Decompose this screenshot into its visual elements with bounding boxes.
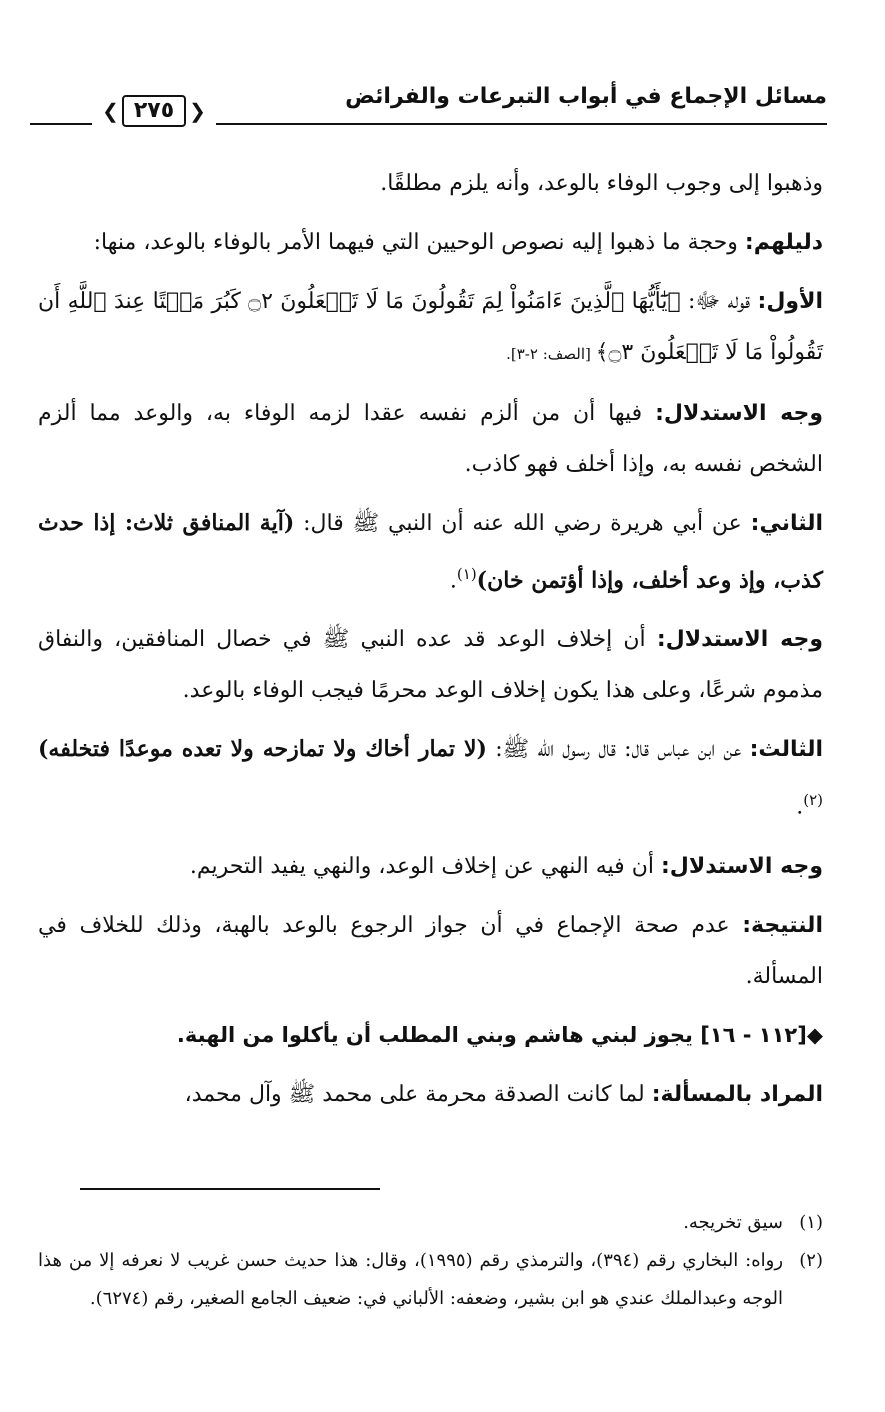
label-third: الثالث: (749, 737, 823, 763)
footnote-1-text: سيق تخريجه. (683, 1212, 783, 1233)
label-evidence: دليلهم: (744, 230, 823, 255)
evidence-text: وحجة ما ذهبوا إليه نصوص الوحيين التي فيهما الأمر بالوفاء بالوعد، منها: (93, 230, 745, 255)
ornament-left-icon: ❮ (102, 99, 119, 123)
paragraph-second (38, 498, 823, 606)
footnote-2 (38, 1242, 823, 1318)
footnote-separator (80, 1188, 380, 1190)
page-number-frame (92, 94, 216, 128)
third-text: عن ابن عباس قال: قال رسول الله ﷺ: (486, 737, 750, 763)
quran-verse: ﴿يَٰٓأَيُّهَا ٱلَّذِينَ ءَامَنُواْ لِمَ تَقُولُونَ مَا لَا تَفۡعَلُونَ ۝٢ كَبُرَ مَقۡتًا عِندَ ٱللَّهِ أَن تَقُولُواْ مَا لَا تَفۡعَلُونَ ۝٣﴾ (38, 289, 823, 365)
paragraph-1: وذهبوا إلى وجوب الوفاء بالوعد، وأنه يلزم مطلقًا. (380, 171, 823, 196)
meaning-text: لما كانت الصدقة محرمة على محمد ﷺ وآل محمد، (184, 1081, 652, 1107)
third-end: . (796, 794, 804, 820)
inference-2-text: أن إخلاف الوعد قد عده النبي ﷺ في خصال المنافقين، والنفاق مذموم شرعًا، وعلى هذا يكون إخلاف الوعد محرمًا فيجب الوفاء بالوعد. (38, 627, 823, 704)
label-result: النتيجة: (742, 912, 823, 938)
footnote-2-text: رواه: البخاري رقم (٣٩٤)، والترمذي رقم (١٩٩٥)، وقال: هذا حديث حسن غريب لا نعرفه إلا من هذا الوجه وعبدالملك عندي هو ابن بشير، وضعفه: الألباني في: ضعيف الجامع الصغير، رقم (٦٢٧٤). (38, 1250, 784, 1309)
label-second: الثاني: (750, 511, 824, 536)
result-text: عدم صحة الإجماع في أن جواز الرجوع بالوعد بالهبة، وذلك للخلاف في المسألة. (38, 912, 823, 989)
paragraph-result (38, 900, 823, 1002)
footnote-1-number: (١) (799, 1212, 823, 1233)
header-title: مسائل الإجماع في أبواب التبرعات والفرائض (345, 84, 827, 109)
footnote-ref-2: (٢) (803, 791, 823, 810)
paragraph-evidence (38, 217, 823, 268)
page-number: ٢٧٥ (122, 95, 186, 127)
label-meaning: المراد بالمسألة: (651, 1081, 823, 1107)
paragraph-inference-1 (38, 388, 823, 490)
label-inference-2: وجه الاستدلال: (656, 627, 824, 653)
verse-reference: [الصف: ٢-٣]. (506, 345, 596, 363)
inference-1-text: فيها أن من ألزم نفسه عقدا لزمه الوفاء به، والوعد مما ألزم الشخص نفسه به، وإذا أخلف فهو كاذب. (38, 401, 823, 477)
paragraph-meaning (38, 1069, 823, 1120)
second-end: . (449, 568, 457, 594)
paragraph-inference-3 (38, 841, 823, 892)
diamond-icon: ◆ (806, 1022, 823, 1047)
paragraph-first (38, 276, 823, 380)
paragraph-third (38, 724, 823, 832)
paragraph-inference-2 (38, 614, 823, 716)
issue-heading (38, 1010, 823, 1061)
hadith-2: (لا تمار أخاك ولا تمازحه ولا تعده موعدًا فتخلفه) (38, 736, 487, 763)
inference-3-text: أن فيه النهي عن إخلاف الوعد، والنهي يفيد التحريم. (189, 853, 661, 879)
hadith-1: (آية المنافق ثلاث: إذا حدث كذب، وإذ وعد أخلف، وإذا أؤتمن خان) (38, 510, 823, 594)
second-text: عن أبي هريرة رضي الله عنه أن النبي ﷺ قال: (294, 511, 751, 536)
label-first: الأول: (757, 289, 823, 314)
first-intro: قوله ﷻ: (680, 289, 758, 314)
footnote-ref-1: (١) (456, 565, 477, 583)
footnote-1 (38, 1204, 823, 1242)
issue-title: [١١٢ - ١٦] يجوز لبني هاشم وبني المطلب أن يأكلوا من الهبة. (176, 1022, 807, 1047)
footnotes (38, 1204, 823, 1318)
running-header (30, 78, 827, 128)
footnote-2-number: (٢) (799, 1250, 823, 1271)
ornament-right-icon: ❯ (189, 99, 206, 123)
label-inference-3: وجه الاستدلال: (660, 853, 823, 879)
label-inference-1: وجه الاستدلال: (655, 401, 824, 426)
main-text (38, 158, 823, 1128)
